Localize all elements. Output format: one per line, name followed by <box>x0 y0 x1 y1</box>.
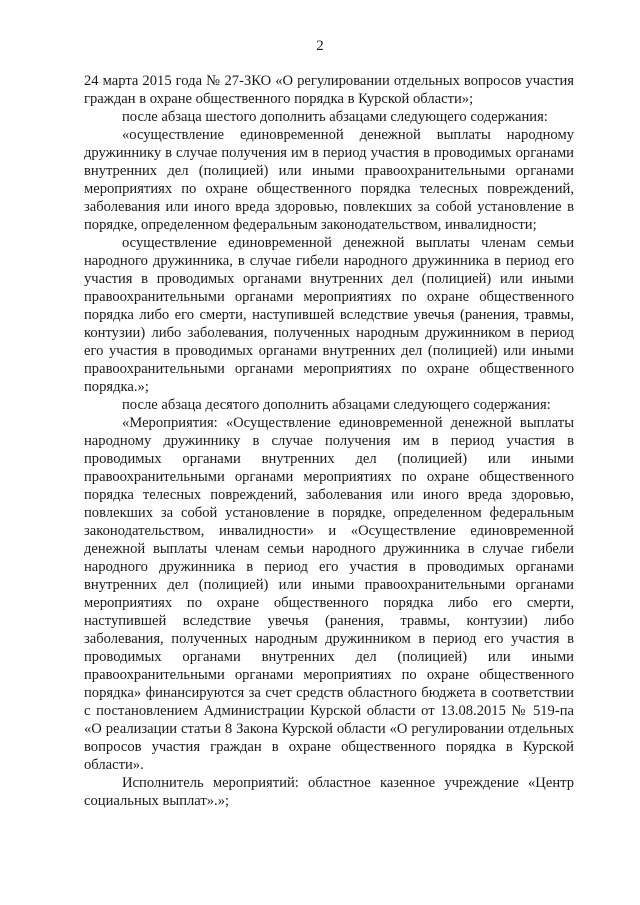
paragraph-measures-financing: «Мероприятия: «Осуществление единовременной денежной выплаты народному дружиннику в случае получения им в период участия в проводимых органами внутренних дел (полицией) или иными правоохранительными органами мероприятиях по охране общественного порядка телесных повреждений, заболевания или иного вреда здоровью, повлекших за собой установление в порядке, определенном федеральным законодательством, инвалидности» и «Осуществление единовременной денежной выплаты членам семьи народного дружинника в случае гибели народного дружинника в период его участия в проводимых органами внутренних дел (полицией) или иными правоохранительными органами мероприятиях по охране общественного порядка либо его смерти, наступившей вследствие увечья (ранения, травмы, контузии) либо заболевания, полученных народным дружинником в период его участия в проводимых органами внутренних дел (полицией) или иными правоохранительными органами мероприятиях по охране общественного порядка» финансируются за счет средств областного бюджета в соответствии с постановлением Администрации Курской области от 13.08.2015 № 519-па «О реализации статьи 8 Закона Курской области «О регулировании отдельных вопросов участия граждан в охране общественного порядка в Курской области». <box>84 415 574 773</box>
paragraph-law-reference: 24 марта 2015 года № 27-ЗКО «О регулировании отдельных вопросов участия граждан в охране общественного порядка в Курской области»; <box>84 73 574 107</box>
paragraph-after-tenth: после абзаца десятого дополнить абзацами следующего содержания: <box>122 397 551 413</box>
paragraph-after-sixth: после абзаца шестого дополнить абзацами следующего содержания: <box>122 109 548 125</box>
paragraph-payment-to-family: осуществление единовременной денежной выплаты членам семьи народного дружинника, в случае гибели народного дружинника в период его участия в проводимых органами внутренних дел (полицией) или иными правоохранительными органами мероприятиях по охране общественного порядка либо его смерти, наступившей вследствие увечья (ранения, травмы, контузии) либо заболевания, полученных народным дружинником в период его участия в проводимых органами внутренних дел (полицией) или иными правоохранительными органами мероприятиях по охране общественного порядка.»; <box>84 235 574 395</box>
paragraph-payment-to-volunteer: «осуществление единовременной денежной выплаты народному дружиннику в случае получения им в период участия в проводимых органами внутренних дел (полицией) или иными правоохранительными органами мероприятиях по охране общественного порядка телесных повреждений, заболевания или иного вреда здоровью, повлекших за собой установление в порядке, определенном федеральным законодательством, инвалидности; <box>84 127 574 233</box>
page-number: 2 <box>316 38 324 54</box>
document-body <box>84 72 574 810</box>
paragraph-executor: Исполнитель мероприятий: областное казенное учреждение «Центр социальных выплат».»; <box>84 775 574 809</box>
